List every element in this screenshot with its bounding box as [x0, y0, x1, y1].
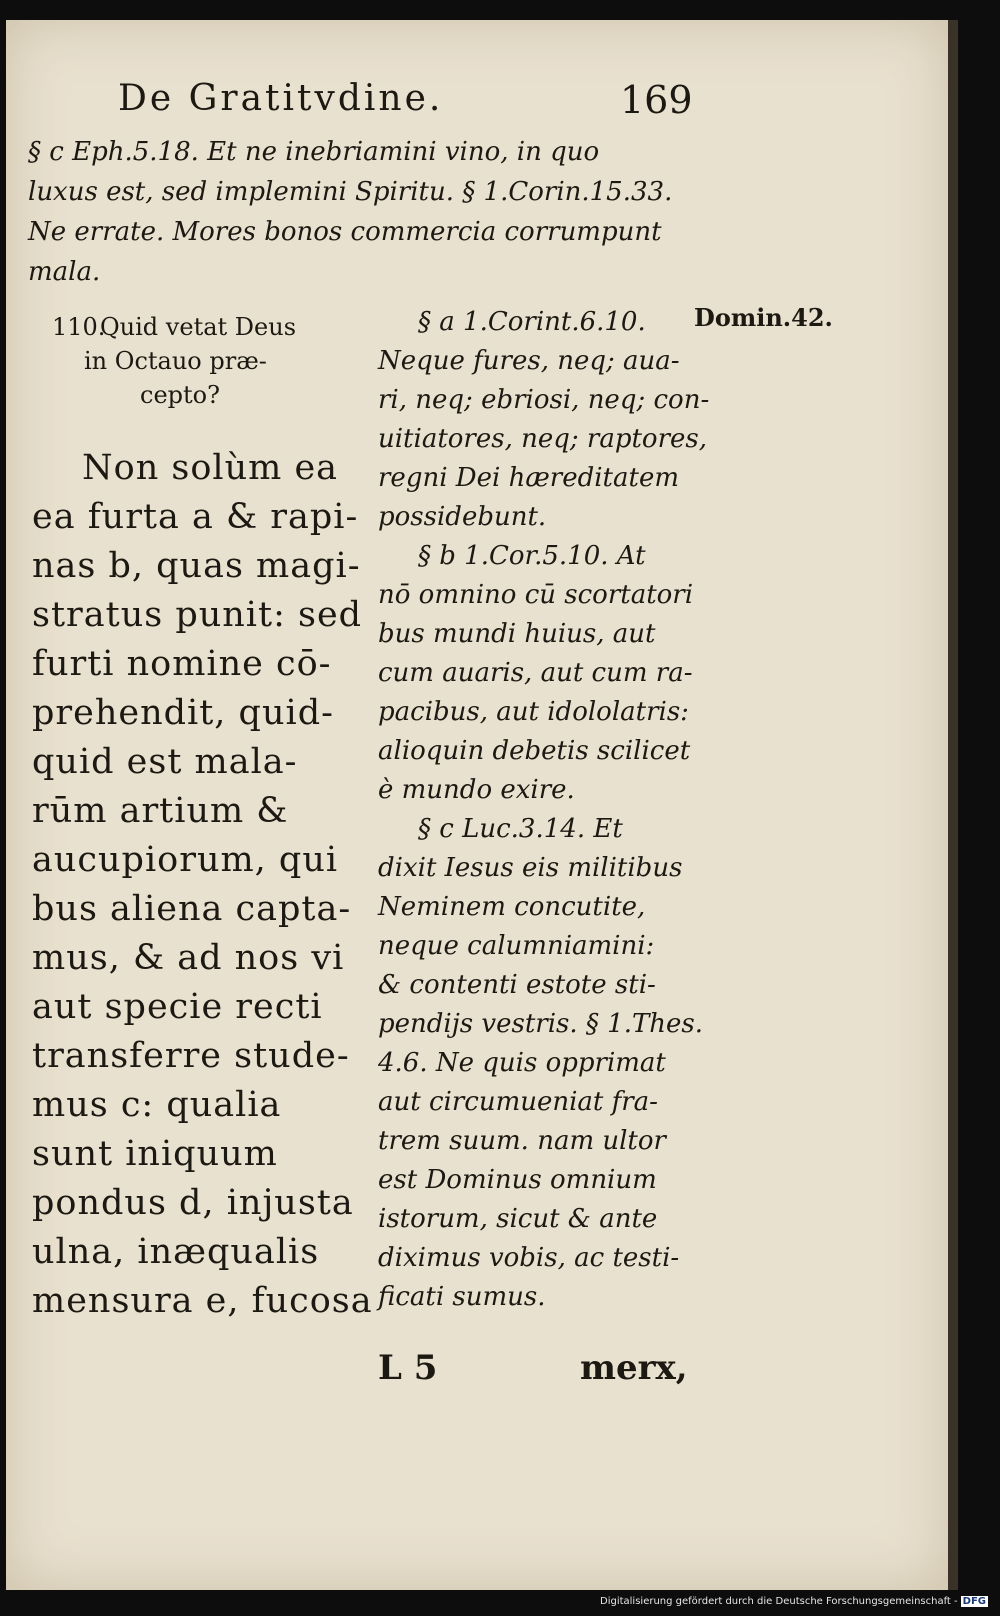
body-line: aucupiorum, qui [32, 840, 339, 880]
question-number: 110. [52, 313, 106, 341]
side-footnote-line: è mundo exire. [378, 775, 575, 805]
body-line: transferre stude- [32, 1036, 350, 1076]
side-footnote-line: regni Dei hæreditatem [378, 463, 679, 493]
side-footnote-line: pacibus, aut idololatris: [378, 697, 689, 727]
top-footnote-line: § c Eph.5.18. Et ne inebriamini vino, in quo [28, 137, 600, 167]
body-line: quid est mala- [32, 742, 298, 782]
side-footnote-line: ri, neq; ebriosi, neq; con- [378, 385, 710, 415]
body-line: aut specie recti [32, 987, 323, 1027]
body-line: prehendit, quid- [32, 693, 334, 733]
side-footnote-line: § a 1.Corint.6.10. [418, 307, 646, 337]
top-footnote-line: mala. [28, 257, 101, 287]
page-gutter [948, 20, 958, 1590]
catchword: merx, [580, 1348, 688, 1388]
side-footnote-line: cum auaris, aut cum ra- [378, 658, 693, 688]
side-footnote-line: aut circumueniat fra- [378, 1087, 658, 1117]
side-footnote-line: possidebunt. [378, 502, 547, 532]
question-line: Quid vetat Deus [100, 313, 297, 341]
body-line: ea furta a & rapi- [32, 497, 359, 537]
body-line: mus, & ad nos vi [32, 938, 345, 978]
question-line: in Octauo præ- [84, 347, 267, 375]
body-line: nas b, quas magi- [32, 546, 361, 586]
side-footnote-line: bus mundi huius, aut [378, 619, 656, 649]
side-footnote-line: & contenti estote sti- [378, 970, 656, 1000]
side-footnote-line: istorum, sicut & ante [378, 1204, 658, 1234]
side-footnote-line: § c Luc.3.14. Et [418, 814, 623, 844]
body-line: furti nomine cō- [32, 644, 332, 684]
body-line: pondus d, injusta [32, 1183, 354, 1223]
side-footnote-line: est Dominus omnium [378, 1165, 657, 1195]
side-footnote-line: diximus vobis, ac testi- [378, 1243, 680, 1273]
side-footnote-line: 4.6. Ne quis opprimat [378, 1048, 666, 1078]
question-line: cepto? [140, 381, 220, 409]
side-footnote-line: Neminem concutite, [378, 892, 646, 922]
body-line: sunt iniquum [32, 1134, 278, 1174]
side-footnote-line: ficati sumus. [378, 1282, 546, 1312]
body-line: mus c: qualia [32, 1085, 282, 1125]
side-footnote-line: alioquin debetis scilicet [378, 736, 691, 766]
body-line: bus aliena capta- [32, 889, 352, 929]
dfg-logo: DFG [962, 1596, 986, 1607]
side-footnote-line: nō omnino cū scortatori [378, 580, 694, 610]
body-line: Non solùm ea [82, 448, 339, 488]
body-line: mensura e, fucosa [32, 1281, 373, 1321]
signature-mark: L 5 [378, 1348, 438, 1388]
side-footnote-line: trem suum. nam ultor [378, 1126, 666, 1156]
side-footnote-line: dixit Iesus eis militibus [378, 853, 683, 883]
footer-credit [600, 1596, 988, 1607]
running-title: De Gratitvdine. [118, 78, 444, 119]
margin-note: Domin.42. [694, 303, 833, 332]
side-footnote-line: Neque fures, neq; aua- [378, 346, 680, 376]
top-footnote-line: luxus est, sed implemini Spiritu. § 1.Corin.15.33. [28, 177, 673, 207]
body-line: stratus punit: sed [32, 595, 363, 635]
side-footnote-line: neque calumniamini: [378, 931, 655, 961]
body-line: ulna, inæqualis [32, 1232, 320, 1272]
side-footnote-line: pendijs vestris. § 1.Thes. [378, 1009, 704, 1039]
side-footnote-line: uitiatores, neq; raptores, [378, 424, 708, 454]
footer-text: Digitalisierung gefördert durch die Deutsche Forschungsgemeinschaft - [600, 1596, 958, 1607]
body-line: rūm artium & [32, 791, 289, 831]
side-footnote-line: § b 1.Cor.5.10. At [418, 541, 646, 571]
top-footnote-line: Ne errate. Mores bonos commercia corrumpunt [28, 217, 662, 247]
page-number: 169 [620, 78, 693, 122]
